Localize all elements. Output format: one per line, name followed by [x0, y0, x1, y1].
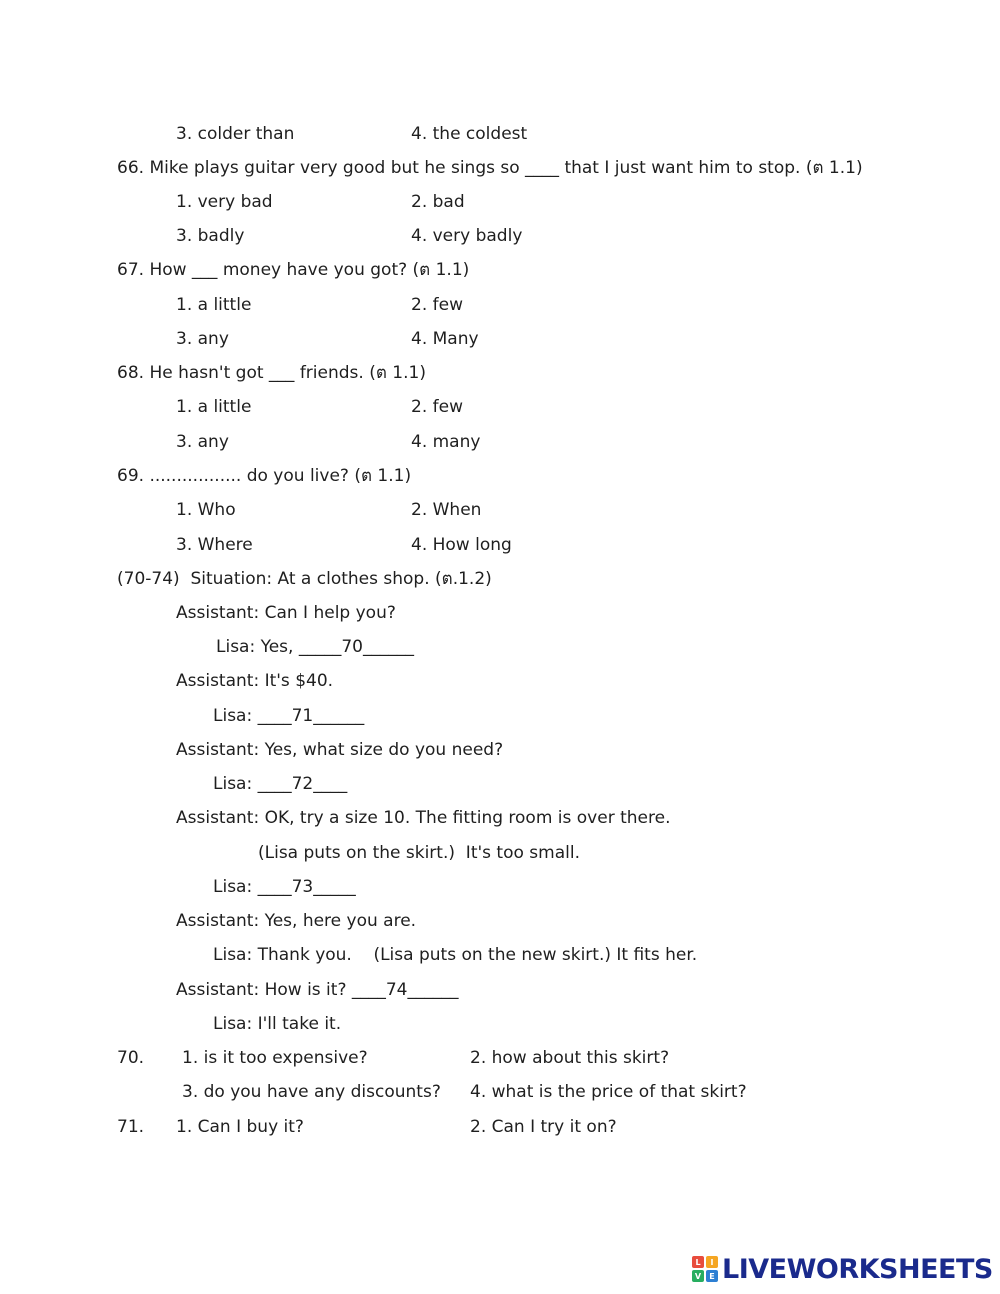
dialogue-line: Assistant: How is it? ____74______ [176, 980, 459, 1000]
dialogue-line: Assistant: Yes, here you are. [176, 911, 417, 931]
dialogue-line: Lisa: Yes, _____70______ [216, 637, 414, 657]
logo-mark-icon [692, 1256, 718, 1282]
q66-option-1: 1. very bad [176, 192, 273, 212]
q71-option-2: 2. Can I try it on? [470, 1117, 617, 1137]
q69-option-3: 3. Where [176, 535, 253, 555]
q70-option-1: 1. is it too expensive? [182, 1048, 368, 1068]
situation-heading: (70-74) Situation: At a clothes shop. (ต.1.2) [117, 569, 492, 589]
dialogue-line: Assistant: Yes, what size do you need? [176, 740, 504, 760]
logo-mark-v: V [692, 1270, 704, 1282]
q68-question: 68. He hasn't got ___ friends. (ต 1.1) [117, 363, 426, 383]
q66-option-2: 2. bad [411, 192, 465, 212]
dialogue-line: Assistant: OK, try a size 10. The fitting room is over there. [176, 808, 671, 828]
q67-option-4: 4. Many [411, 329, 479, 349]
dialogue-line: (Lisa puts on the skirt.) It's too small. [258, 843, 580, 863]
q65-option-4: 4. the coldest [411, 124, 528, 144]
q69-option-4: 4. How long [411, 535, 512, 555]
logo-text: LIVEWORKSHEETS [722, 1253, 993, 1285]
q70-option-2: 2. how about this skirt? [470, 1048, 670, 1068]
q68-option-2: 2. few [411, 397, 463, 417]
dialogue-line: Assistant: Can I help you? [176, 603, 396, 623]
q66-option-3: 3. badly [176, 226, 245, 246]
q71-number: 71. [117, 1117, 145, 1137]
q66-question: 66. Mike plays guitar very good but he sings so ____ that I just want him to stop. (ต 1.1) [117, 158, 863, 178]
dialogue-line: Lisa: ____72____ [213, 774, 348, 794]
logo-mark-e: E [706, 1270, 718, 1282]
q67-option-3: 3. any [176, 329, 229, 349]
logo-mark-l: L [692, 1256, 704, 1268]
dialogue-line: Lisa: ____73_____ [213, 877, 356, 897]
q68-option-1: 1. a little [176, 397, 252, 417]
q66-option-4: 4. very badly [411, 226, 523, 246]
q67-option-1: 1. a little [176, 295, 252, 315]
q71-option-1: 1. Can I buy it? [176, 1117, 304, 1137]
q70-number: 70. [117, 1048, 145, 1068]
dialogue-line: Lisa: I'll take it. [213, 1014, 342, 1034]
q67-option-2: 2. few [411, 295, 463, 315]
q70-option-3: 3. do you have any discounts? [182, 1082, 441, 1102]
logo-mark-i: I [706, 1256, 718, 1268]
q70-option-4: 4. what is the price of that skirt? [470, 1082, 747, 1102]
q68-option-4: 4. many [411, 432, 481, 452]
dialogue-line: Lisa: ____71______ [213, 706, 365, 726]
q67-question: 67. How ___ money have you got? (ต 1.1) [117, 260, 470, 280]
liveworksheets-logo [692, 1253, 993, 1285]
q69-option-2: 2. When [411, 500, 482, 520]
q69-option-1: 1. Who [176, 500, 236, 520]
q68-option-3: 3. any [176, 432, 229, 452]
dialogue-line: Lisa: Thank you. (Lisa puts on the new skirt.) It fits her. [213, 945, 698, 965]
dialogue-line: Assistant: It's $40. [176, 671, 334, 691]
q65-option-3: 3. colder than [176, 124, 295, 144]
q69-question: 69. ................. do you live? (ต 1.1) [117, 466, 412, 486]
